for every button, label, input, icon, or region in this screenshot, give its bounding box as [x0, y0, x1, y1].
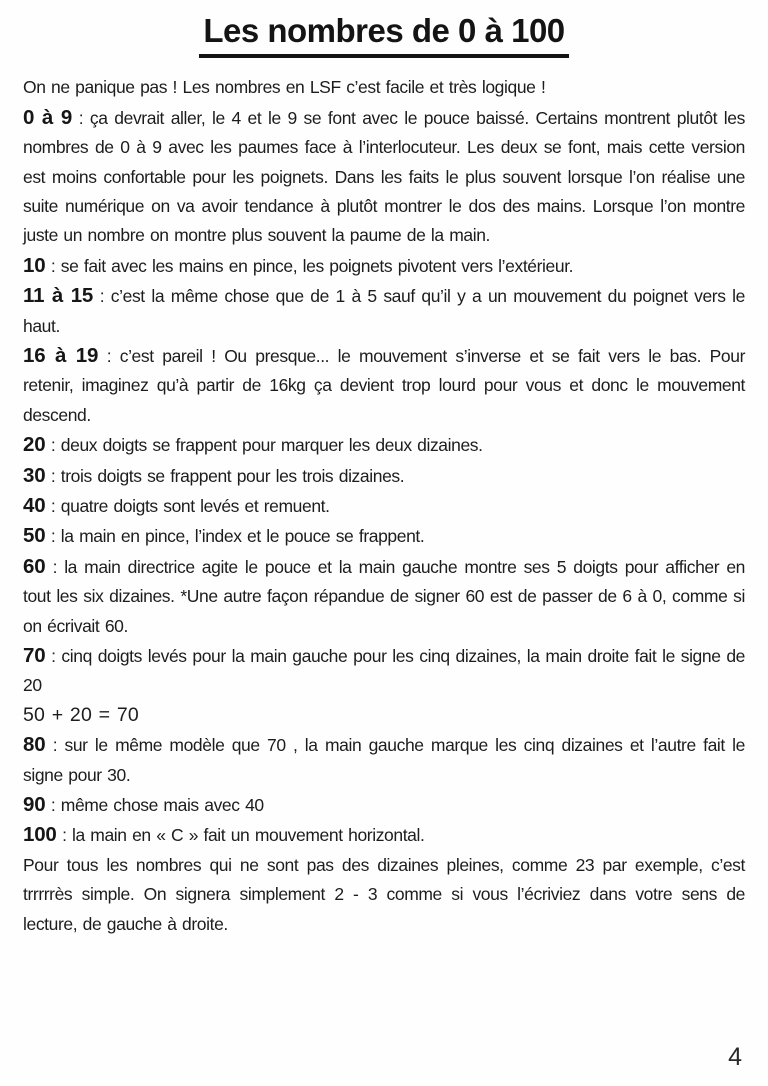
section-text-11-15: : c’est la même chose que de 1 à 5 sauf qu’il y a un mouvement du poignet vers le haut. — [23, 286, 746, 336]
section-40 — [23, 491, 745, 521]
section-20 — [23, 430, 745, 460]
section-80 — [23, 730, 745, 790]
number-label-80: 80 — [23, 733, 46, 757]
section-text-40: : quatre doigts sont levés et remuent. — [45, 495, 330, 516]
number-label-100: 100 — [23, 823, 57, 847]
section-text-30: : trois doigts se frappent pour les trois dizaines. — [45, 465, 405, 486]
section-text-80: : sur le même modèle que 70 , la main gauche marque les cinq dizaines et l’autre fait le signe pour 30. — [23, 735, 745, 785]
title-container — [0, 0, 768, 58]
section-text-50: : la main en pince, l’index et le pouce se frappent. — [45, 526, 425, 547]
section-text-0-9: : ça devrait aller, le 4 et le 9 se font avec le pouce baissé. Certains montrent plutôt les nombres de 0 à 9 avec les paumes face à l’interlocuteur. Les deux se font, mais cette version est moins confortable pour les poignets. Dans les faits le plus souvent lorsque l’on réalise une suite numérique on va avoir tendance à plutôt montrer le dos des mains. Lorsque l’on montre juste un nombre on montre plus souvent la paume de la main. — [23, 107, 745, 246]
section-70 — [23, 641, 745, 701]
section-text-20: : deux doigts se frappent pour marquer les deux dizaines. — [45, 435, 483, 456]
section-70-formula: 50 + 20 = 70 — [23, 703, 139, 726]
document-body — [0, 58, 768, 939]
section-text-70: : cinq doigts levés pour la main gauche pour les cinq dizaines, la main droite fait le signe de 20 — [23, 646, 745, 696]
closing-paragraph: Pour tous les nombres qui ne sont pas des dizaines pleines, comme 23 par exemple, c’est trrrrrès simple. On signera simplement 2 - 3 comme si vous l’écriviez dans votre sens de lecture, de gauche à droite. — [23, 854, 745, 934]
section-10 — [23, 251, 745, 281]
page-number: 4 — [728, 1043, 742, 1071]
page-title: Les nombres de 0 à 100 — [199, 13, 568, 58]
section-90 — [23, 790, 745, 820]
number-label-40: 40 — [23, 493, 46, 517]
section-text-10: : se fait avec les mains en pince, les poignets pivotent vers l’extérieur. — [45, 255, 574, 276]
number-label-0-9: 0 à 9 — [23, 105, 73, 129]
intro-paragraph: On ne panique pas ! Les nombres en LSF c’est facile et très logique ! — [23, 77, 546, 98]
number-label-30: 30 — [23, 463, 46, 487]
number-label-11-15: 11 à 15 — [23, 284, 94, 308]
number-label-50: 50 — [23, 524, 46, 548]
section-text-60: : la main directrice agite le pouce et la main gauche montre ses 5 doigts pour afficher en tout les six dizaines. *Une autre façon répandue de signer 60 est de passer de 6 à 0, comme si on écrivait 60. — [23, 556, 745, 636]
number-label-90: 90 — [23, 793, 46, 817]
section-0-9 — [23, 103, 745, 251]
section-60 — [23, 552, 745, 641]
section-11-15 — [23, 281, 745, 341]
number-label-60: 60 — [23, 554, 46, 578]
number-label-70: 70 — [23, 644, 46, 668]
number-label-16-19: 16 à 19 — [23, 343, 99, 367]
section-100 — [23, 820, 745, 850]
section-16-19 — [23, 341, 745, 430]
section-text-90: : même chose mais avec 40 — [45, 795, 264, 816]
section-50 — [23, 521, 745, 551]
section-text-16-19: : c’est pareil ! Ou presque... le mouvement s’inverse et se fait vers le bas. Pour retenir, imaginez qu’à partir de 16kg ça devient trop lourd pour vous et donc le mouvement descend. — [23, 345, 745, 425]
section-30 — [23, 461, 745, 491]
number-label-20: 20 — [23, 433, 46, 457]
number-label-10: 10 — [23, 253, 46, 277]
section-text-100: : la main en « C » fait un mouvement horizontal. — [56, 825, 425, 846]
